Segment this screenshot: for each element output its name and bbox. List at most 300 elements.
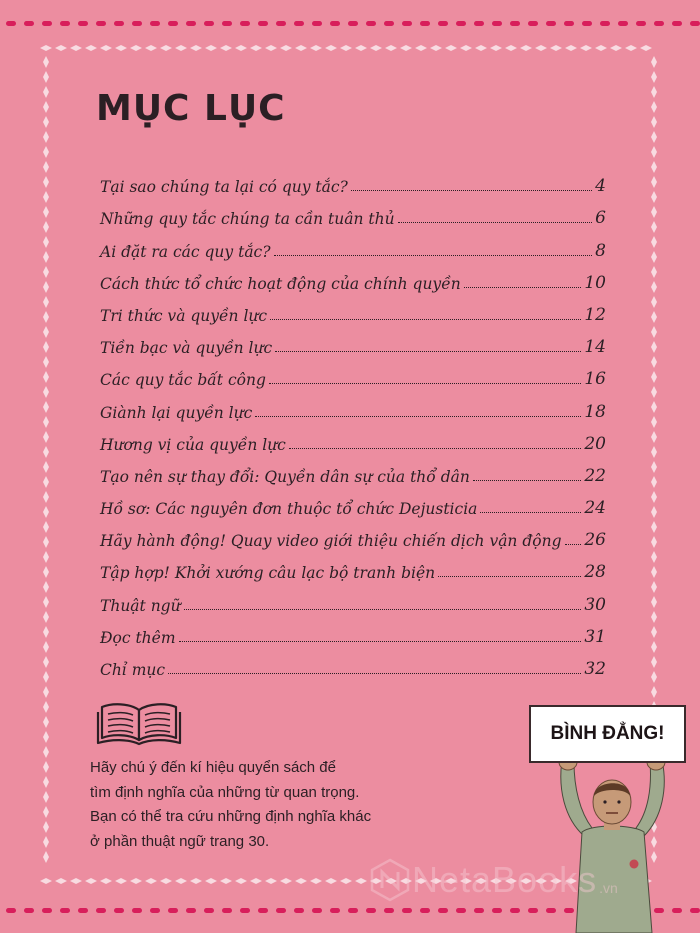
dot-leader: [275, 351, 581, 352]
border-diamond: [43, 56, 49, 68]
border-diamond: [651, 551, 657, 563]
border-diamond: [651, 611, 657, 623]
border-diamond: [651, 506, 657, 518]
border-dash: [456, 21, 466, 26]
toc-item-page: 28: [584, 562, 606, 583]
border-dash: [510, 21, 520, 26]
border-diamond: [651, 581, 657, 593]
page-title: MỤC LỤC: [96, 88, 286, 129]
border-diamond: [280, 878, 292, 884]
border-diamond: [651, 521, 657, 533]
toc-item[interactable]: [100, 454, 606, 486]
dot-leader: [179, 641, 582, 642]
note-line: Hãy chú ý đến kí hiệu quyển sách để: [90, 759, 336, 776]
border-diamond: [651, 251, 657, 263]
border-diamond: [400, 45, 412, 51]
border-diamond: [340, 45, 352, 51]
border-diamond: [370, 45, 382, 51]
border-diamond: [651, 281, 657, 293]
border-diamond: [43, 506, 49, 518]
dot-leader: [270, 319, 581, 320]
border-diamond: [160, 45, 172, 51]
border-dash: [258, 21, 268, 26]
border-diamond: [130, 45, 142, 51]
border-diamond: [445, 45, 457, 51]
border-dash: [204, 908, 214, 913]
dot-leader: [274, 255, 593, 256]
border-diamond: [43, 701, 49, 713]
toc-item-title: Đọc thêm: [100, 628, 176, 647]
border-diamond: [43, 146, 49, 158]
border-diamond: [43, 446, 49, 458]
border-diamond: [40, 878, 52, 884]
border-diamond: [355, 45, 367, 51]
border-dash: [6, 21, 16, 26]
border-diamond: [43, 341, 49, 353]
border-diamond: [43, 296, 49, 308]
border-diamond: [43, 86, 49, 98]
dot-leader: [289, 448, 581, 449]
border-diamond: [625, 45, 637, 51]
border-dash: [168, 908, 178, 913]
note-line: ở phần thuật ngữ trang 30.: [90, 832, 270, 850]
border-diamond: [651, 71, 657, 83]
border-diamond: [651, 176, 657, 188]
toc-item-page: 31: [584, 626, 606, 647]
border-diamond: [43, 131, 49, 143]
border-diamond: [43, 536, 49, 548]
border-diamond: [43, 551, 49, 563]
toc-item[interactable]: [100, 550, 606, 582]
border-diamond: [651, 266, 657, 278]
toc-item-page: 26: [584, 530, 606, 551]
border-diamond: [43, 656, 49, 668]
border-dash: [438, 908, 448, 913]
border-diamond: [651, 191, 657, 203]
border-diamond: [651, 371, 657, 383]
border-diamond: [565, 45, 577, 51]
border-diamond: [295, 45, 307, 51]
toc-item[interactable]: [100, 486, 606, 518]
border-diamond: [235, 45, 247, 51]
border-dash: [258, 908, 268, 913]
border-diamond: [43, 596, 49, 608]
border-dash: [420, 21, 430, 26]
border-diamond: [43, 206, 49, 218]
person-illustration: [540, 758, 700, 933]
toc-item-title: Hãy hành động! Quay video giới thiệu chiến dịch vận động: [100, 532, 562, 551]
border-diamond: [43, 251, 49, 263]
toc-item-page: 14: [584, 337, 606, 358]
toc-item-page: 24: [584, 498, 606, 519]
border-diamond: [43, 191, 49, 203]
border-diamond: [651, 86, 657, 98]
border-dash: [402, 21, 412, 26]
border-diamond: [43, 371, 49, 383]
equality-sign: BÌNH ĐẲNG!: [529, 705, 686, 763]
border-diamond: [100, 45, 112, 51]
border-diamond: [651, 326, 657, 338]
border-diamond: [651, 491, 657, 503]
toc-item-page: 10: [584, 272, 606, 293]
border-diamond: [651, 671, 657, 683]
toc-item-page: 8: [595, 240, 606, 261]
border-dash: [24, 21, 34, 26]
border-diamond: [651, 221, 657, 233]
border-diamond: [595, 45, 607, 51]
border-dash: [222, 908, 232, 913]
border-dash: [456, 908, 466, 913]
toc-item[interactable]: [100, 647, 606, 679]
netabooks-logo-icon: [368, 858, 412, 902]
border-diamond: [43, 386, 49, 398]
border-diamond: [43, 431, 49, 443]
border-diamond: [43, 821, 49, 833]
border-diamond: [43, 581, 49, 593]
border-dash: [654, 21, 664, 26]
border-diamond: [385, 45, 397, 51]
border-diamond: [43, 791, 49, 803]
note-line: tìm định nghĩa của những từ quan trọng.: [90, 783, 360, 801]
border-diamond: [280, 45, 292, 51]
border-diamond: [651, 101, 657, 113]
dot-leader: [351, 190, 592, 191]
border-diamond: [651, 401, 657, 413]
toc-item-page: 12: [584, 304, 606, 325]
border-diamond: [651, 236, 657, 248]
border-diamond: [430, 45, 442, 51]
toc-item-title: Thuật ngữ: [100, 596, 181, 615]
border-dash: [204, 21, 214, 26]
border-dash: [528, 21, 538, 26]
border-dash: [564, 21, 574, 26]
border-diamond: [651, 416, 657, 428]
toc-item-title: Cách thức tổ chức hoạt động của chính quyền: [100, 274, 461, 293]
toc-item-page: 20: [584, 433, 606, 454]
border-diamond: [40, 45, 52, 51]
border-diamond: [43, 611, 49, 623]
border-diamond: [43, 686, 49, 698]
toc-item-title: Chỉ mục: [100, 661, 166, 679]
border-diamond: [43, 281, 49, 293]
border-diamond: [651, 56, 657, 68]
border-dash: [510, 908, 520, 913]
border-diamond: [43, 71, 49, 83]
border-diamond: [651, 686, 657, 698]
border-diamond: [43, 476, 49, 488]
border-dash: [96, 21, 106, 26]
border-dash: [6, 908, 16, 913]
border-diamond: [43, 836, 49, 848]
border-dash: [384, 908, 394, 913]
toc-item-page: 30: [584, 594, 606, 615]
border-diamond: [651, 656, 657, 668]
border-diamond: [535, 45, 547, 51]
toc-item-page: 6: [595, 208, 606, 229]
border-diamond: [43, 311, 49, 323]
border-diamond: [145, 878, 157, 884]
toc-item-page: 16: [584, 369, 606, 390]
border-diamond: [205, 45, 217, 51]
toc-item-title: Tiền bạc và quyền lực: [100, 339, 273, 358]
border-diamond: [460, 45, 472, 51]
border-diamond: [43, 731, 49, 743]
border-diamond: [651, 431, 657, 443]
border-dash: [240, 21, 250, 26]
border-dash: [312, 21, 322, 26]
border-diamond: [43, 401, 49, 413]
border-dash: [42, 21, 52, 26]
border-dash: [474, 21, 484, 26]
border-diamond: [250, 878, 262, 884]
toc-item[interactable]: [100, 261, 606, 293]
border-dash: [492, 21, 502, 26]
watermark: [368, 858, 618, 902]
border-diamond: [610, 45, 622, 51]
border-diamond: [55, 878, 67, 884]
toc-item[interactable]: [100, 518, 606, 550]
border-dash: [438, 21, 448, 26]
toc-item[interactable]: [100, 357, 606, 389]
border-dash: [618, 21, 628, 26]
note-line: Bạn có thể tra cứu những định nghĩa khác: [90, 808, 372, 825]
border-diamond: [640, 45, 652, 51]
border-dash: [294, 21, 304, 26]
border-dash: [42, 908, 52, 913]
border-diamond: [43, 641, 49, 653]
border-dash: [114, 908, 124, 913]
border-diamond: [265, 45, 277, 51]
border-diamond: [43, 716, 49, 728]
border-diamond: [85, 878, 97, 884]
border-diamond: [160, 878, 172, 884]
open-book-icon: [96, 700, 182, 746]
border-diamond: [145, 45, 157, 51]
toc-item[interactable]: [100, 422, 606, 454]
border-dash: [132, 21, 142, 26]
border-diamond: [250, 45, 262, 51]
toc-item-page: 4: [595, 176, 606, 197]
dot-leader: [480, 512, 581, 513]
border-dash: [348, 908, 358, 913]
border-diamond: [651, 356, 657, 368]
border-diamond: [43, 416, 49, 428]
border-dash: [222, 21, 232, 26]
border-dash: [582, 21, 592, 26]
border-dash: [186, 908, 196, 913]
border-dash: [132, 908, 142, 913]
border-diamond: [651, 446, 657, 458]
toc-item[interactable]: [100, 615, 606, 647]
toc-item[interactable]: [100, 228, 606, 260]
border-diamond: [43, 101, 49, 113]
border-dash: [78, 21, 88, 26]
border-dash: [384, 21, 394, 26]
border-diamond: [651, 311, 657, 323]
dot-leader: [565, 544, 582, 545]
border-dash: [96, 908, 106, 913]
border-diamond: [295, 878, 307, 884]
toc-item-title: Hương vị của quyền lực: [100, 435, 286, 454]
toc-item[interactable]: [100, 164, 606, 196]
border-diamond: [651, 386, 657, 398]
border-diamond: [651, 626, 657, 638]
border-diamond: [415, 45, 427, 51]
toc-item[interactable]: [100, 325, 606, 357]
border-diamond: [43, 326, 49, 338]
border-diamond: [43, 221, 49, 233]
border-diamond: [43, 491, 49, 503]
border-dash: [528, 908, 538, 913]
border-diamond: [175, 878, 187, 884]
border-diamond: [43, 266, 49, 278]
border-dash: [276, 21, 286, 26]
border-diamond: [651, 476, 657, 488]
border-dash: [672, 21, 682, 26]
border-diamond: [43, 776, 49, 788]
border-diamond: [310, 878, 322, 884]
border-diamond: [580, 45, 592, 51]
border-diamond: [220, 45, 232, 51]
border-diamond: [265, 878, 277, 884]
border-diamond: [651, 536, 657, 548]
border-diamond: [550, 45, 562, 51]
toc-item-page: 32: [584, 659, 606, 679]
watermark-suffix: .vn: [599, 880, 618, 896]
definition-note: [90, 756, 460, 854]
toc-item-title: Những quy tắc chúng ta cần tuân thủ: [100, 210, 395, 229]
border-diamond: [651, 641, 657, 653]
dot-leader: [398, 222, 593, 223]
toc-item-title: Tại sao chúng ta lại có quy tắc?: [100, 178, 348, 197]
border-dash: [276, 908, 286, 913]
toc-item-title: Hồ sơ: Các nguyên đơn thuộc tổ chức Dejusticia: [100, 500, 478, 519]
border-dash: [474, 908, 484, 913]
border-diamond: [130, 878, 142, 884]
border-diamond: [310, 45, 322, 51]
border-diamond: [43, 566, 49, 578]
dot-leader: [473, 480, 582, 481]
border-diamond: [490, 45, 502, 51]
border-dash: [312, 908, 322, 913]
border-diamond: [235, 878, 247, 884]
border-dash: [600, 21, 610, 26]
toc-item-title: Giành lại quyền lực: [100, 403, 253, 422]
border-diamond: [43, 521, 49, 533]
border-dash: [348, 21, 358, 26]
toc-item-title: Tri thức và quyền lực: [100, 306, 268, 325]
border-diamond: [43, 356, 49, 368]
border-diamond: [43, 116, 49, 128]
border-dash: [240, 908, 250, 913]
border-dash: [60, 908, 70, 913]
border-diamond: [43, 461, 49, 473]
border-dash: [546, 21, 556, 26]
border-diamond: [505, 45, 517, 51]
watermark-brand: NetaBooks: [412, 859, 598, 900]
border-diamond: [43, 806, 49, 818]
border-diamond: [43, 746, 49, 758]
border-diamond: [70, 45, 82, 51]
border-dash: [330, 21, 340, 26]
border-dash: [636, 21, 646, 26]
border-diamond: [220, 878, 232, 884]
border-diamond: [651, 146, 657, 158]
border-diamond: [190, 878, 202, 884]
dot-leader: [184, 609, 582, 610]
toc-item-page: 18: [584, 401, 606, 422]
border-dash: [366, 21, 376, 26]
border-diamond: [55, 45, 67, 51]
toc-item-page: 22: [584, 465, 606, 486]
toc-item-title: Ai đặt ra các quy tắc?: [100, 242, 271, 261]
table-of-contents: [100, 164, 606, 679]
border-diamond: [651, 116, 657, 128]
border-diamond: [520, 45, 532, 51]
toc-item[interactable]: [100, 389, 606, 421]
toc-item[interactable]: [100, 196, 606, 228]
border-diamond: [651, 161, 657, 173]
border-dash: [150, 908, 160, 913]
border-dash: [330, 908, 340, 913]
border-dash: [24, 908, 34, 913]
border-diamond: [651, 341, 657, 353]
toc-item-title: Tập hợp! Khởi xướng câu lạc bộ tranh biện: [100, 564, 436, 583]
border-diamond: [355, 878, 367, 884]
border-diamond: [43, 626, 49, 638]
dash-row-top: [6, 21, 700, 26]
toc-item[interactable]: [100, 582, 606, 614]
toc-item[interactable]: [100, 293, 606, 325]
border-diamond: [325, 45, 337, 51]
border-diamond: [340, 878, 352, 884]
border-diamond: [115, 45, 127, 51]
border-dash: [492, 908, 502, 913]
border-dash: [690, 21, 700, 26]
border-diamond: [475, 45, 487, 51]
dot-leader: [255, 416, 581, 417]
toc-item-title: Các quy tắc bất công: [100, 371, 266, 390]
border-diamond: [325, 878, 337, 884]
border-dash: [294, 908, 304, 913]
border-diamond: [651, 596, 657, 608]
dot-leader: [438, 576, 581, 577]
toc-item-title: Tạo nên sự thay đổi: Quyền dân sự của thổ dân: [100, 467, 470, 486]
dot-leader: [464, 287, 582, 288]
border-diamond: [43, 671, 49, 683]
border-diamond: [43, 236, 49, 248]
border-diamond: [651, 206, 657, 218]
border-diamond: [651, 461, 657, 473]
border-diamond: [651, 131, 657, 143]
border-diamond: [43, 761, 49, 773]
border-dash: [402, 908, 412, 913]
dot-leader: [168, 673, 581, 674]
border-dash: [366, 908, 376, 913]
border-diamond: [190, 45, 202, 51]
border-diamond: [651, 566, 657, 578]
border-dash: [420, 908, 430, 913]
border-diamond: [85, 45, 97, 51]
border-dash: [186, 21, 196, 26]
border-diamond: [651, 296, 657, 308]
border-diamond: [43, 851, 49, 863]
border-dash: [60, 21, 70, 26]
border-dash: [78, 908, 88, 913]
border-diamond: [43, 176, 49, 188]
border-diamond: [100, 878, 112, 884]
border-dash: [168, 21, 178, 26]
